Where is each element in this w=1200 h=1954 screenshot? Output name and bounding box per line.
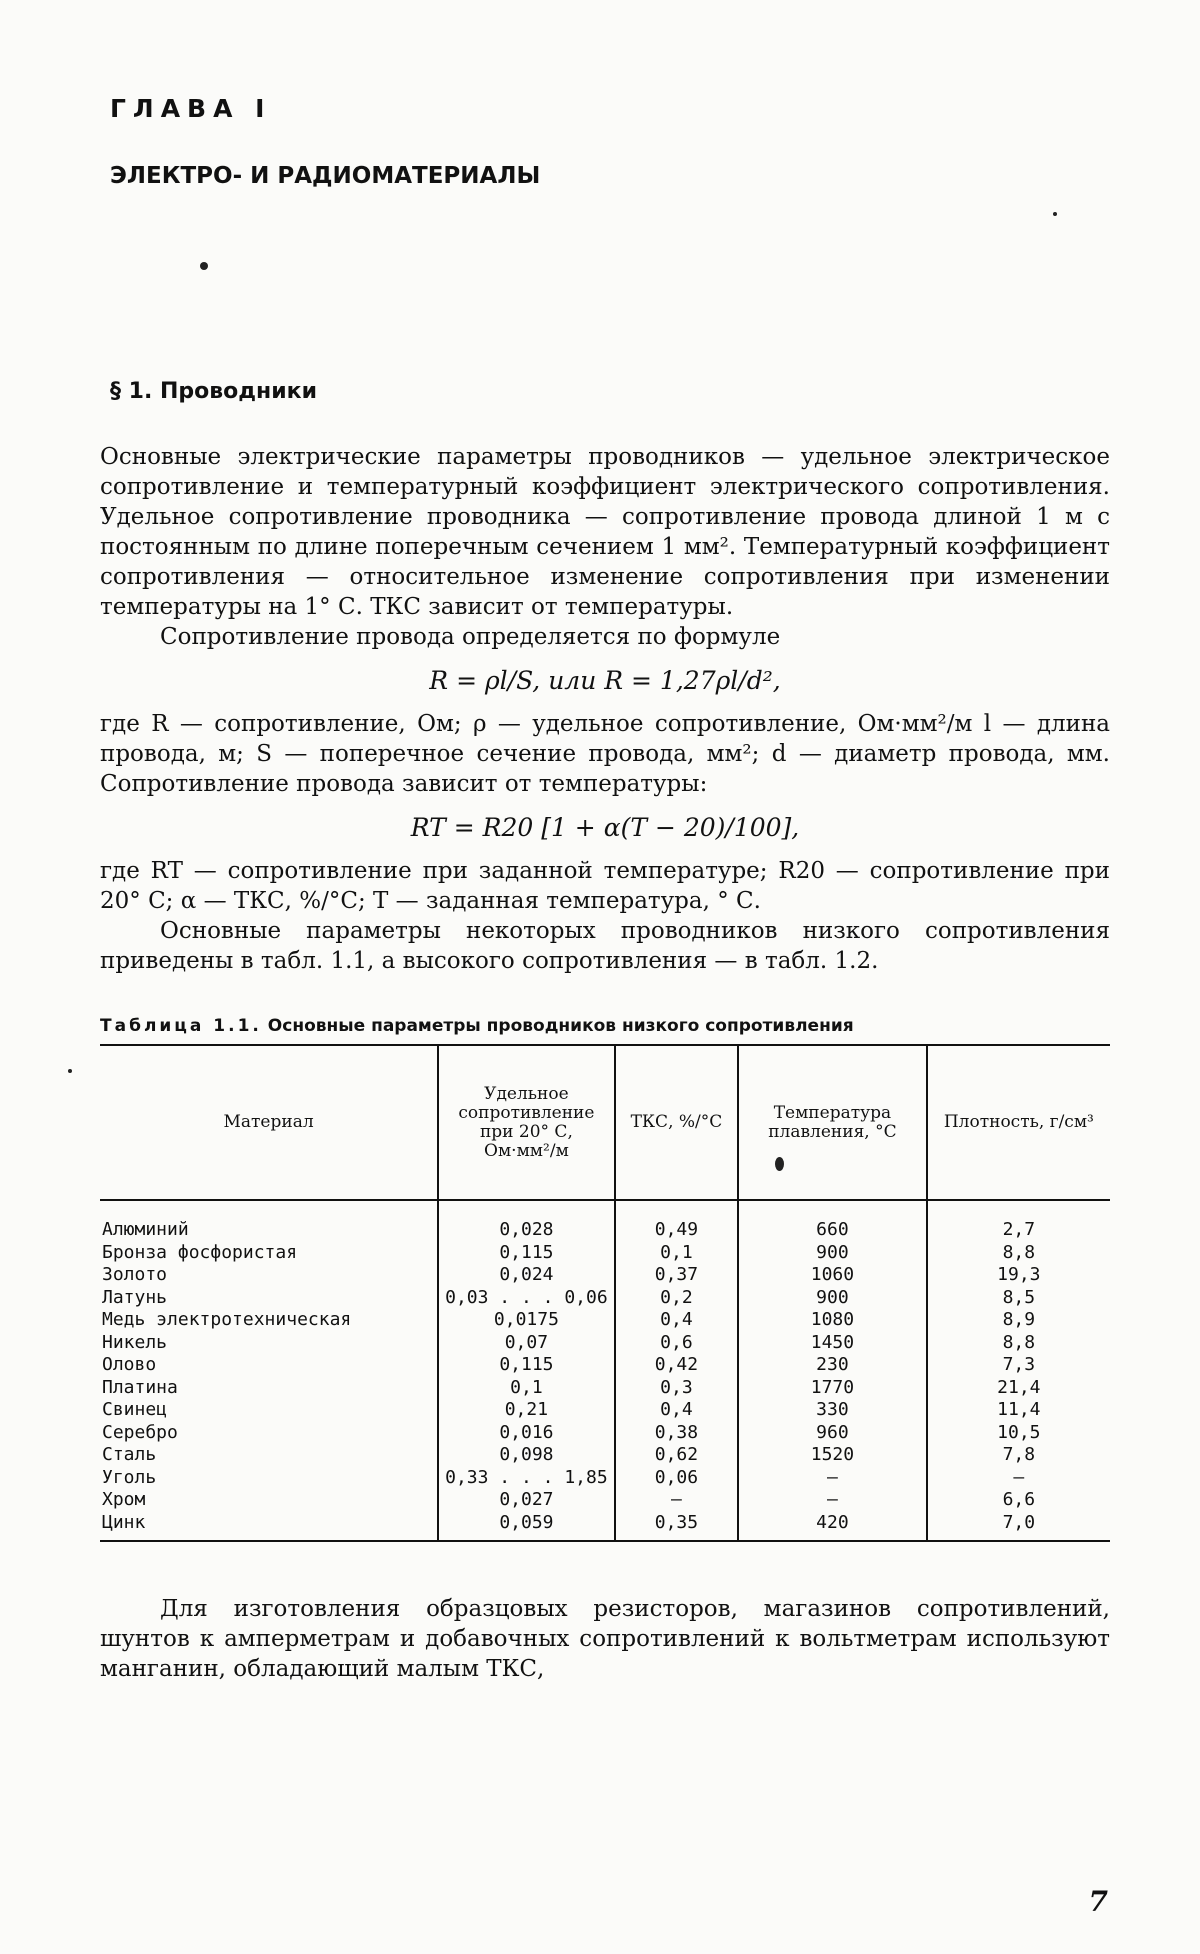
table-cell: 900 [816, 1241, 849, 1263]
table-cell: 19,3 [997, 1264, 1041, 1285]
table-cell: Серебро [102, 1421, 178, 1443]
table-cell: 0,1 [510, 1376, 543, 1398]
table-caption-text: Основные параметры проводников низкого сопротивления [267, 1016, 854, 1036]
table-cell: 7,8 [1002, 1444, 1036, 1465]
paragraph-intro: Основные электрические параметры проводников — удельное электрическое сопротивление и температурный коэффициент электрического сопротивления. Удельное сопротивление проводника — сопротивление провода длиной 1 м с постоянным по длине поперечным сечением 1 мм². Температурный коэффициент сопротивления — относительное изменение сопротивления при изменении температуры на 1° С. ТКС зависит от температуры. [100, 444, 1110, 620]
table-cell: 8,8 [1002, 1331, 1036, 1353]
header-resistivity: Удельное сопротивление при 20° С, Ом·мм²/м [438, 1045, 615, 1200]
chapter-label: ГЛАВА I [110, 94, 272, 123]
table-cell: 0,37 [654, 1264, 699, 1285]
paragraph-formula-intro: Сопротивление провода определяется по формуле [160, 624, 781, 650]
table-cell: 21,4 [997, 1376, 1041, 1398]
table-cell: 0,6 [660, 1331, 693, 1353]
table-cell: 0,4 [660, 1399, 693, 1420]
table-cell: 11,4 [997, 1399, 1041, 1420]
table-cell: 8,9 [1002, 1309, 1036, 1330]
table-cell: 420 [816, 1511, 849, 1533]
table-body [100, 1200, 1110, 1541]
header-tcr: ТКС, %/°С [615, 1045, 738, 1200]
table-cell: 2,7 [1002, 1219, 1036, 1240]
table-cell: Сталь [102, 1444, 157, 1465]
table-cell: 0,0175 [493, 1309, 559, 1330]
table-cell: 0,115 [499, 1241, 554, 1263]
table-cell: 7,0 [1002, 1511, 1036, 1533]
print-speck [1053, 212, 1057, 216]
page-number: 7 [1088, 1885, 1108, 1918]
table-cell: Хром [102, 1489, 146, 1510]
header-material: Материал [100, 1045, 438, 1200]
table-cell: Бронза фосфористая [102, 1241, 298, 1263]
table-cell: Алюминий [102, 1219, 189, 1240]
column-material [100, 1200, 438, 1541]
print-speck [200, 262, 208, 270]
table-cell: — [827, 1466, 838, 1488]
table-cell: 0,059 [499, 1511, 554, 1533]
table-cell: 0,35 [654, 1511, 699, 1533]
paragraph-table-reference: Основные параметры некоторых проводников низкого сопротивления приведены в табл. 1.1, а высокого сопротивления — в табл. 1.2. [100, 918, 1110, 974]
table-cell: 0,2 [660, 1286, 693, 1308]
column-melting-point [738, 1200, 927, 1541]
table-cell: 0,21 [504, 1399, 549, 1420]
paragraph-manganin: Для изготовления образцовых резисторов, магазинов сопротивлений, шунтов к амперметрам и добавочных сопротивлений к вольтметрам используют манганин, обладающий малым ТКС, [100, 1596, 1110, 1682]
table-cell: 960 [816, 1421, 849, 1443]
paragraph-definitions: где R — сопротивление, Ом; ρ — удельное сопротивление, Ом·мм²/м l — длина провода, м; S — поперечное сечение провода, мм²; d — диаметр провода, мм. Сопротивление провода зависит от температуры: [100, 711, 1110, 797]
table-cell: 0,016 [499, 1421, 554, 1443]
column-density [927, 1200, 1110, 1541]
table-cell: — [1013, 1466, 1025, 1488]
table-cell: 1060 [810, 1264, 855, 1285]
chapter-title: ЭЛЕКТРО- И РАДИОМАТЕРИАЛЫ [110, 163, 541, 189]
page-content [100, 80, 1110, 1684]
table-cell: Уголь [102, 1466, 157, 1488]
table-cell: 0,1 [660, 1241, 693, 1263]
table-cell: Свинец [102, 1399, 168, 1420]
table-cell: 0,3 [660, 1376, 693, 1398]
table-cell: Платина [102, 1376, 178, 1398]
table-cell: 230 [816, 1354, 849, 1375]
table-cell: 0,49 [654, 1219, 699, 1240]
table-cell: 0,098 [499, 1444, 554, 1465]
header-melting-point: Температура плавления, °С [738, 1045, 927, 1200]
table-cell: 0,4 [660, 1309, 693, 1330]
formula-resistance: R = ρl/S, или R = 1,27ρl/d², [429, 666, 781, 695]
print-speck [775, 1157, 784, 1171]
table-cell: 1450 [810, 1331, 855, 1353]
table-cell: 330 [816, 1399, 849, 1420]
table-cell: 1770 [810, 1376, 855, 1398]
table-cell: 0,027 [499, 1489, 554, 1510]
header-density: Плотность, г/см³ [927, 1045, 1110, 1200]
table-cell: 0,024 [499, 1264, 554, 1285]
conductors-table [100, 1044, 1110, 1542]
table-cell: 0,07 [504, 1331, 549, 1353]
table-cell: 0,38 [654, 1421, 699, 1443]
table-cell: 1080 [810, 1309, 855, 1330]
table-cell: Латунь [102, 1286, 168, 1308]
formula-temperature: RT = R20 [1 + α(T − 20)/100], [410, 813, 800, 842]
table-cell: 660 [816, 1219, 849, 1240]
table-cell: 900 [816, 1286, 849, 1308]
table-cell: 0,03 . . . 0,06 [445, 1286, 608, 1308]
column-resistivity [438, 1200, 615, 1541]
table-cell: 0,028 [499, 1219, 554, 1240]
column-tcr [615, 1200, 738, 1541]
table-cell: 7,3 [1002, 1354, 1036, 1375]
table-cell: 8,5 [1002, 1286, 1036, 1308]
table-cell: 10,5 [997, 1421, 1041, 1443]
table-cell: 0,42 [654, 1354, 699, 1375]
table-cell: 0,33 . . . 1,85 [445, 1466, 608, 1488]
table-cell: 0,115 [499, 1354, 554, 1375]
table-cell: Никель [102, 1331, 168, 1353]
print-speck [68, 1069, 72, 1073]
table-cell: 0,62 [654, 1444, 699, 1465]
table-cell: 8,8 [1002, 1241, 1036, 1263]
table-cell: — [670, 1489, 682, 1510]
table-cell: 1520 [810, 1444, 855, 1465]
table-caption [100, 1016, 1110, 1036]
table-cell: — [827, 1489, 838, 1510]
table-cell: Золото [102, 1264, 168, 1285]
paragraph-temperature-definitions: где RT — сопротивление при заданной температуре; R20 — сопротивление при 20° С; α — ТКС, %/°С; T — заданная температура, ° С. [100, 858, 1110, 914]
table-caption-label: Таблица 1.1. [100, 1016, 262, 1036]
table-cell: Олово [102, 1354, 157, 1375]
table-header-row [100, 1045, 1110, 1200]
table-cell: Медь электротехническая [102, 1309, 352, 1330]
section-heading: § 1. Проводники [110, 379, 318, 404]
table-cell: Цинк [102, 1511, 146, 1533]
table-cell: 6,6 [1002, 1489, 1036, 1510]
table-cell: 0,06 [654, 1466, 699, 1488]
